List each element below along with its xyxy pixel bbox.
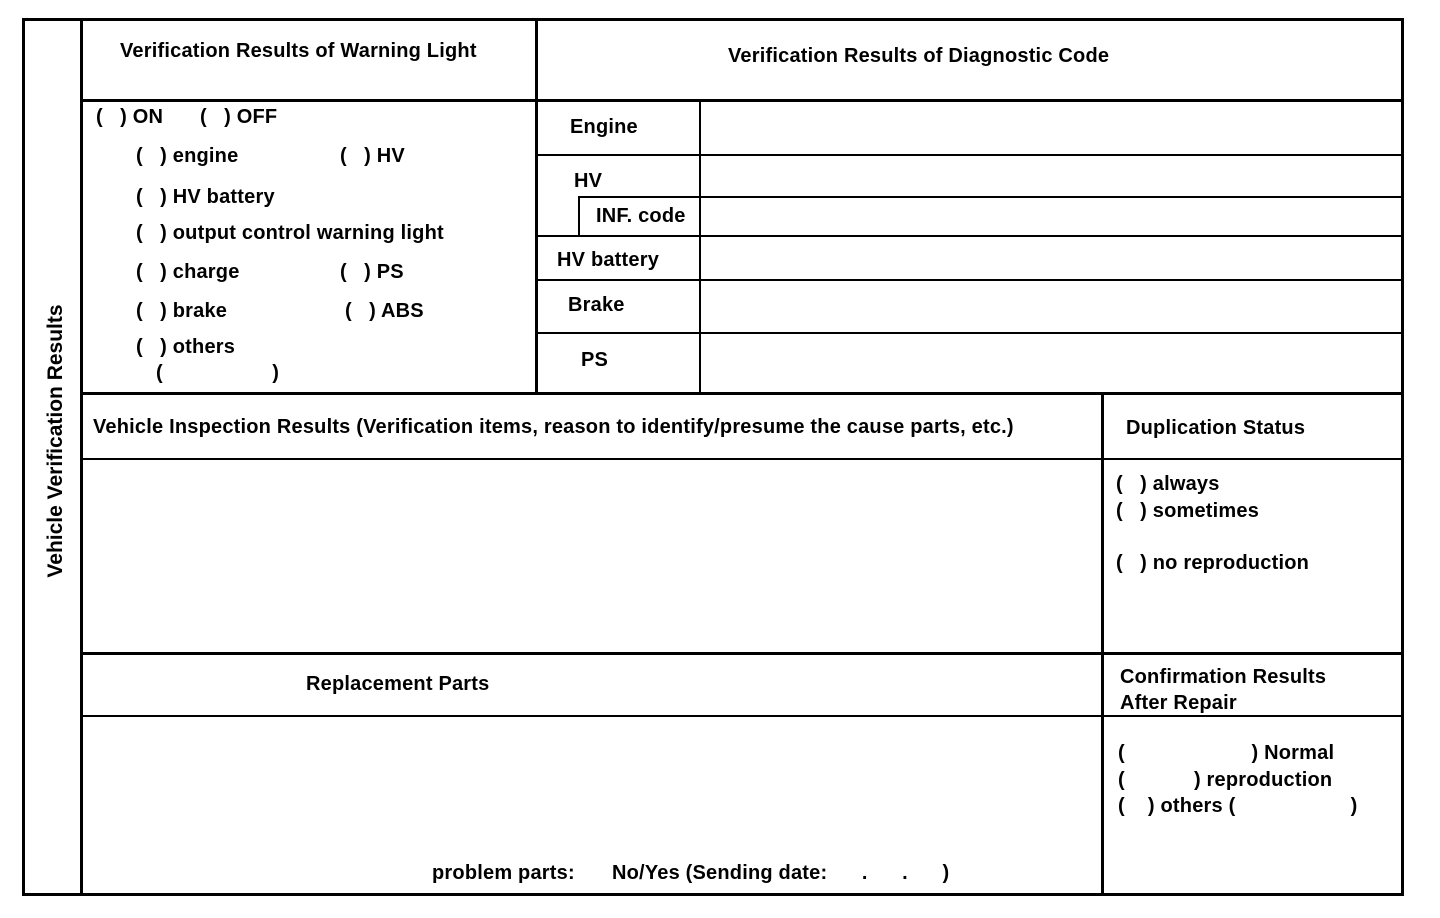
warning-off-option[interactable]: ( ) OFF [200, 106, 278, 128]
warning-light-heading: Verification Results of Warning Light [120, 40, 477, 62]
inspection-heading: Vehicle Inspection Results (Verification items, reason to identify/presume the cause parts, etc.) [93, 416, 1014, 438]
diag-hv-battery-label: HV battery [557, 249, 660, 271]
duplication-sometimes-option[interactable]: ( ) sometimes [1116, 500, 1260, 522]
border-diag-inf-top [578, 196, 1402, 198]
border-diag-row4 [537, 332, 1402, 334]
border-inspection-header [82, 458, 1402, 460]
border-diag-label-col [699, 101, 701, 393]
diag-inf-code-field[interactable] [703, 200, 1399, 233]
diag-hv-battery-field[interactable] [703, 239, 1399, 277]
warning-hv-battery-option[interactable]: ( ) HV battery [136, 186, 275, 208]
duplication-no-reproduction-option[interactable]: ( ) no reproduction [1116, 552, 1310, 574]
warning-charge-option[interactable]: ( ) charge [136, 261, 240, 283]
diag-hv-field[interactable] [703, 158, 1399, 194]
diag-inf-code-label: INF. code [596, 205, 686, 227]
border-diag-row1 [537, 154, 1402, 156]
confirmation-reproduction-option[interactable]: ( ) reproduction [1118, 769, 1333, 791]
border-warning-diagnostic [535, 18, 538, 393]
confirmation-heading-line1: Confirmation Results [1120, 666, 1327, 688]
border-diag-row3 [537, 279, 1402, 281]
diag-ps-field[interactable] [703, 336, 1399, 390]
warning-hv-option[interactable]: ( ) HV [340, 145, 405, 167]
diag-engine-field[interactable] [703, 104, 1399, 152]
warning-on-option[interactable]: ( ) ON [96, 106, 164, 128]
problem-parts-label: problem parts: [432, 862, 575, 884]
border-outer-top [22, 18, 1404, 21]
inspection-results-field[interactable] [85, 462, 1099, 650]
border-outer-bottom [22, 893, 1404, 896]
border-replacement-header [82, 715, 1402, 717]
confirmation-heading-line2: After Repair [1120, 692, 1237, 714]
border-diag-row2 [537, 235, 1402, 237]
border-diag-inf-left [578, 196, 580, 237]
duplication-heading: Duplication Status [1126, 417, 1306, 439]
diagnostic-heading: Verification Results of Diagnostic Code [728, 45, 1110, 67]
border-side-column [80, 18, 83, 896]
border-middle-bottom [82, 652, 1402, 655]
diag-ps-label: PS [581, 349, 609, 371]
warning-ps-option[interactable]: ( ) PS [340, 261, 404, 283]
border-outer-left [22, 18, 25, 896]
border-inspection-duplication [1101, 394, 1104, 895]
border-outer-right [1401, 18, 1404, 896]
replacement-heading: Replacement Parts [306, 673, 490, 695]
warning-others-option[interactable]: ( ) others [136, 336, 236, 358]
diag-hv-label: HV [574, 170, 603, 192]
border-top-section-bottom [82, 392, 1402, 395]
confirmation-normal-option[interactable]: ( ) Normal [1118, 742, 1335, 764]
replacement-parts-field[interactable] [85, 719, 1099, 859]
side-title: Vehicle Verification Results [44, 304, 67, 578]
warning-abs-option[interactable]: ( ) ABS [345, 300, 424, 322]
duplication-always-option[interactable]: ( ) always [1116, 473, 1220, 495]
warning-brake-option[interactable]: ( ) brake [136, 300, 228, 322]
warning-output-control-option[interactable]: ( ) output control warning light [136, 222, 444, 244]
diag-engine-label: Engine [570, 116, 638, 138]
diag-brake-label: Brake [568, 294, 625, 316]
warning-engine-option[interactable]: ( ) engine [136, 145, 239, 167]
border-top-header [82, 99, 1402, 102]
diag-brake-field[interactable] [703, 283, 1399, 330]
confirmation-others-option[interactable]: ( ) others ( ) [1118, 795, 1358, 817]
problem-parts-value[interactable]: No/Yes (Sending date: . . ) [612, 862, 950, 884]
warning-others-field[interactable]: ( ) [156, 362, 280, 384]
